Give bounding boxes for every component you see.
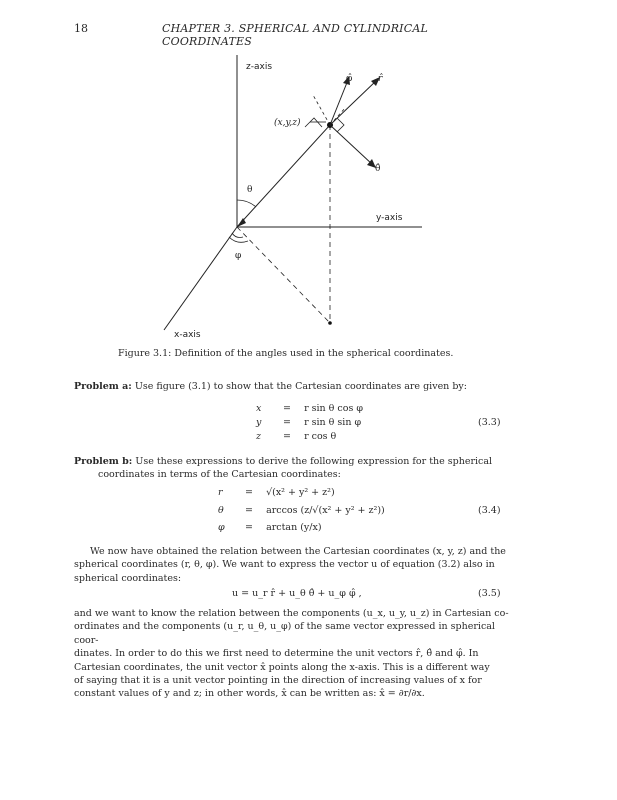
figure-caption: Figure 3.1: Definition of the angles used in the spherical coordinates. [118,348,454,359]
body-paragraph-1 [74,545,514,585]
theta-hat-vector [330,125,373,165]
y-axis-label: y-axis [376,213,403,223]
phi-hat-label: φ̂ [346,74,353,84]
body-p1-line-1: We now have obtained the relation between the Cartesian coordinates (x, y, z) and the [90,546,506,557]
body-p1-line-2: spherical coordinates (r, θ, φ). We want to express the vector u of equation (3.2) also in [74,559,495,571]
body-p2-line-6: constant values of y and z; in other words, x̂ can be written as: x̂ = ∂r/∂x. [74,688,425,700]
eq-3-3-row-3: z = r cos θ [256,431,337,442]
eq-3-4-row-1: r = √(x² + y² + z²) [218,487,335,498]
body-p2-line-3: dinates. In order to do this we first need to determine the unit vectors r̂, θ̂ and φ̂. In [74,648,479,660]
eq-3-3-row-2: y = r sin θ sin φ [256,417,362,428]
point-label-bracket [305,118,322,127]
body-p2-line-5: of saying that it is a unit vector pointing in the direction of increasing values of x for [74,675,482,687]
problem-b-paragraph [74,455,514,482]
problem-a-label: Problem a: [74,381,132,392]
eq-3-3-row-1: x = r sin θ cos φ [256,403,364,414]
eq-3-4-row-2: θ = arccos (z/√(x² + y² + z²)) [218,505,385,516]
point-label: (x,y,z) [274,118,301,128]
chapter-title: CHAPTER 3. SPHERICAL AND CYLINDRICAL COORDINATES [162,22,428,48]
x-axis-line [164,227,237,330]
z-axis-label: z-axis [246,62,273,72]
spherical-coordinates-figure [150,55,470,345]
phi-label: φ [235,251,242,261]
eq-3-4-number: (3.4) [478,505,501,516]
problem-b-label: Problem b: [74,456,133,467]
r-hat-label: r̂ [378,74,383,84]
problem-b-text-line1: Use these expressions to derive the following expression for the spherical [135,456,493,467]
body-paragraph-2 [74,607,514,701]
body-p2-line-2: ordinates and the components (u_r, u_θ, u_φ) of the same vector expressed in spherical coor- [74,621,495,646]
body-p2-line-4: Cartesian coordinates, the unit vector x̂ points along the x-axis. This is a different way [74,661,490,673]
phi-hat-vector [330,80,348,125]
projected-point [328,321,332,325]
projection-xy-dashed [237,227,330,323]
body-p1-line-3: spherical coordinates: [74,572,182,584]
theta-label: θ [247,185,253,195]
eq-3-5: u = u_r r̂ + u_θ θ̂ + u_φ φ̂ , [232,588,362,599]
theta-arc [237,200,256,207]
problem-a-paragraph [74,380,514,393]
point-guide-dashed [313,95,330,125]
page-number: 18 [74,22,88,35]
problem-b-text-line2: coordinates in terms of the Cartesian coordinates: [98,469,341,481]
right-angle-marker [337,118,344,132]
eq-3-4-row-3: φ = arctan (y/x) [218,522,322,533]
theta-hat-label: θ̂ [375,164,381,174]
x-axis-label: x-axis [174,330,201,340]
eq-3-5-number: (3.5) [478,588,501,599]
radius-vector [237,125,330,227]
phi-arc-inner [232,233,243,238]
body-p2-line-1: and we want to know the relation between the components (u_x, u_y, u_z) in Cartesian co- [74,608,509,619]
eq-3-3-number: (3.3) [478,417,501,428]
problem-a-text: Use figure (3.1) to show that the Cartesian coordinates are given by: [134,381,467,392]
